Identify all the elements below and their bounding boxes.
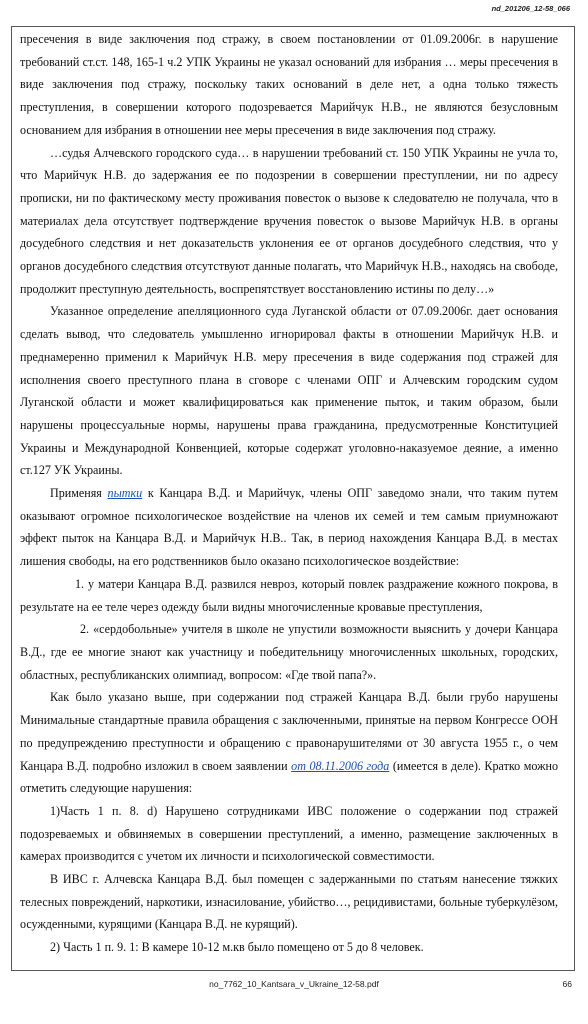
paragraph-5-text-start: Как было указано выше, при содержании под стражей Канцара В.Д. были грубо нарушены Минимальные стандартные правила обращения с заключенными, принятые на первом Конгрессе ООН по предупреждению преступности и обращению с правонарушителями от 30 августа 1955 г., о чем Канцара В.Д. подробно изложил в своем заявлении — [20, 690, 558, 773]
paragraph-2-quote: …судья Алчевского городского суда… в нарушении требований ст. 150 УПК Украины не учла то, что Марийчук Н.В. до задержания ее по подозрении в совершении преступлении, ни по адресу прописки, ни по фактическому месту проживания повесток о вызове к следователю не получала, что в материалах дела отсутствует подтверждение вручения повесток о вызове Марийчук Н.В. в органы досудебного следствия и нет доказательств уклонения ее от органов досудебного следствия, что у органов досудебного следствия отсутствуют данные полагать, что Марийчук Н.В., находясь на свободе, продолжит преступную деятельность, воспрепятствует восстановлению истины по делу…» — [20, 145, 558, 296]
list-item-2: 2. «сердобольные» учителя в школе не упустили возможности выяснить у дочери Канцара В.Д., где ее многие знают как участницу и победительницу многочисленных школьных, городских, областных, республиканских олимпиад, вопросом: «Где твой папа?». — [20, 622, 558, 682]
paragraph-4 — [20, 482, 558, 573]
paragraph-5-text-end: (имеется в деле). Кратко можно отметить следующие нарушения: — [20, 758, 559, 796]
violation-2: 2) Часть 1 п. 9. 1: В камере 10-12 м.кв было помещено от 5 до 8 человек. — [50, 940, 424, 955]
paragraph-5 — [20, 686, 558, 800]
document-reference: nd_201206_12-58_066 — [491, 4, 570, 13]
paragraph-4-text-start: Применяя — [50, 486, 108, 501]
paragraph-1: пресечения в виде заключения под стражу, в своем постановлении от 01.09.2006г. в нарушение требований ст.ст. 148, 165-1 ч.2 УПК Украины не указал оснований для избрания … меры пресечения в виде заключения под стражу, поскольку таких оснований в деле нет, а одна только тяжесть преступления, в совершении которого подозревается Марийчук Н.В., не являются безусловным основанием для избрания в отношении нее меры пресечения в виде заключения под стражу. — [20, 32, 558, 137]
document-body — [20, 28, 558, 959]
page-number: 66 — [562, 979, 572, 989]
footer-filename: no_7762_10_Kantsara_v_Ukraine_12-58.pdf — [209, 979, 379, 989]
paragraph-4-text-end: к Канцара В.Д. и Марийчук, члены ОПГ заведомо знали, что таким путем оказывают огромное психологическое воздействие на членов их семей и тем самым приумножают эффект пыток на Канцара В.Д. и Марийчук Н.В.. Так, в период нахождения Канцара В.Д. в местах лишения свободы, на его родственников было оказано психологическое воздействие: — [20, 486, 558, 569]
list-item-1: 1. у матери Канцара В.Д. развился невроз, который повлек раздражение кожного покрова, в результате на ее теле через одежду были видны многочисленные кровавые преступления, — [20, 576, 558, 614]
paragraph-7: В ИВС г. Алчевска Канцара В.Д. был помещен с задержанными по статьям нанесение тяжких телесных повреждений, наркотики, изнасилование, убийство…, рецидивистами, больные туберкулёзом, осужденными, курящими (Канцара В.Д. не курящий). — [20, 872, 558, 932]
statement-date-link[interactable]: от 08.11.2006 года — [291, 758, 390, 773]
torture-link[interactable]: пытки — [107, 486, 143, 501]
paragraph-3: Указанное определение апелляционного суда Луганской области от 07.09.2006г. дает основания сделать вывод, что следователь умышленно игнорировал факты в отношении Марийчук Н.В. и преднамеренно применил к Марийчук Н.В. меру пресечения в виде содержания под стражей для исполнения своего преступного плана в сговоре с членами ОПГ и Алчевским городским судом Луганской области и может квалифицироваться как применение пыток, и таким образом, были нарушены процессуальные нормы, нарушены права гражданина, предусмотренные Конституцией Украины и Международной Конвенцией, которые содержат уголовно-наказуемое деяние, а именно ст.127 УК Украины. — [20, 304, 558, 478]
violation-1: 1)Часть 1 п. 8. d) Нарушено сотрудниками ИВС положение о содержании под стражей подозреваемых и обвиняемых в совершении преступлений, а именно, размещение заключенных в камерах производится с учетом их личности и психологической совместимости. — [20, 803, 558, 864]
